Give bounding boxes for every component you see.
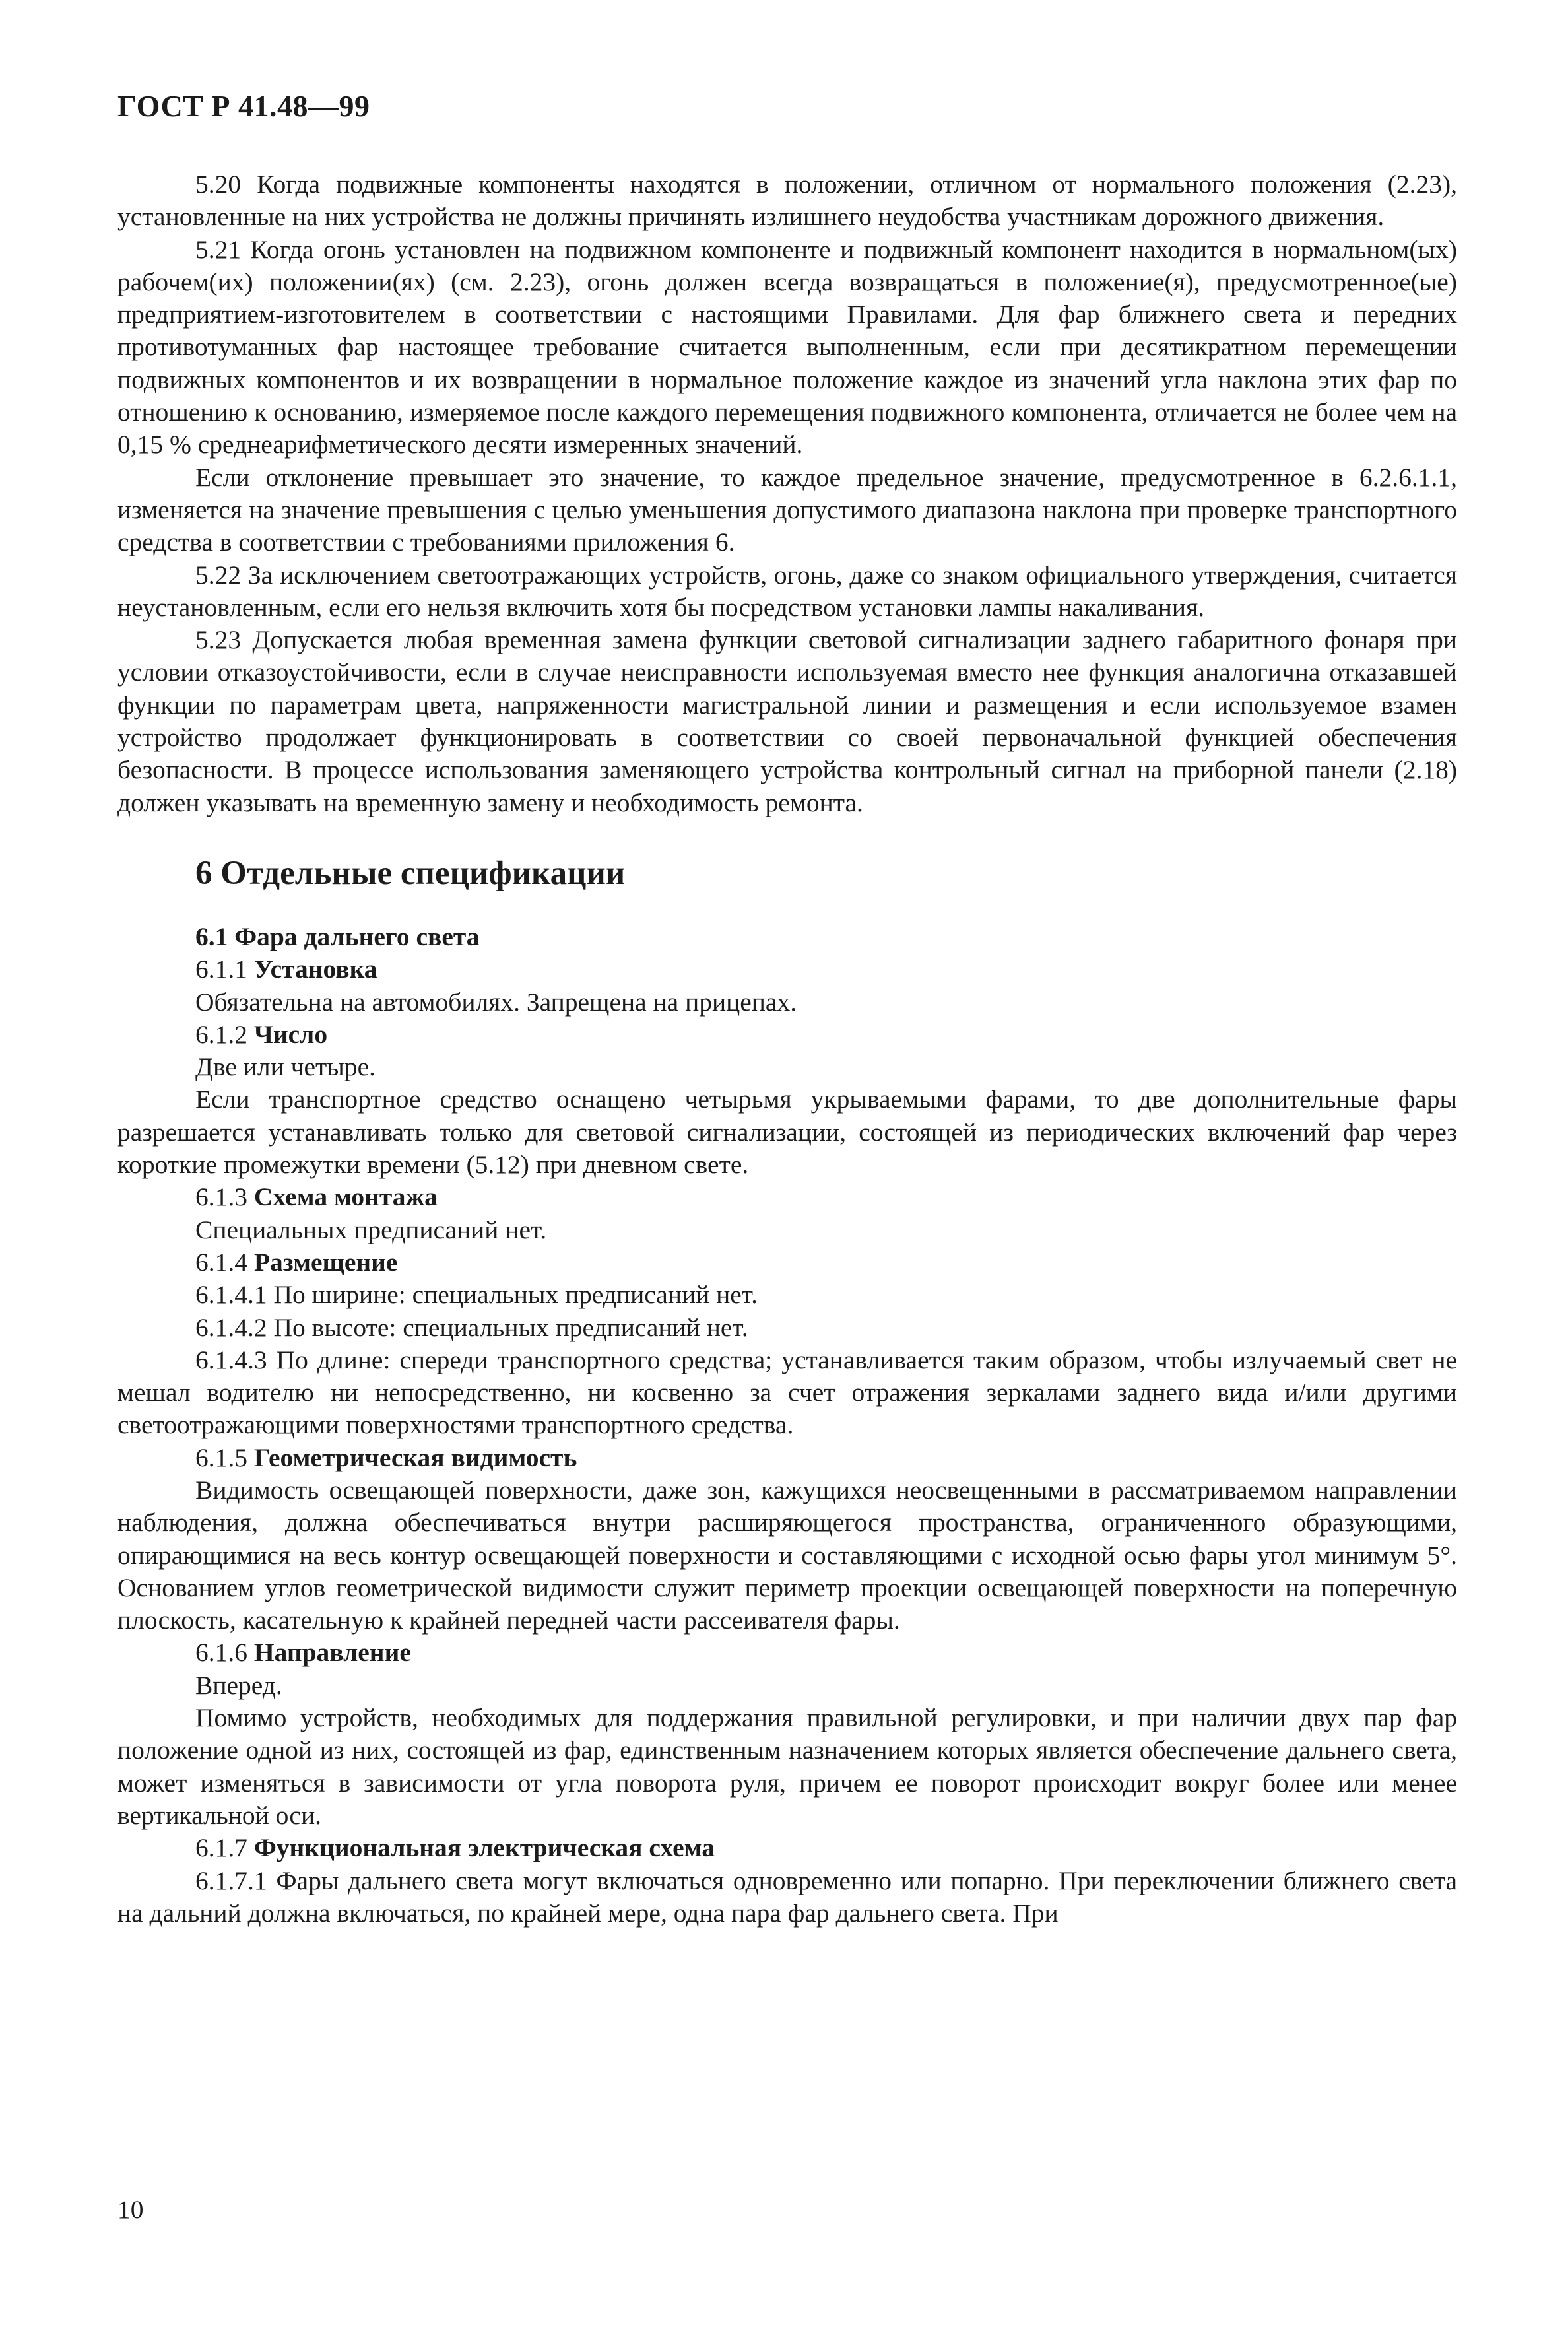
clause-6-1-7-title: Функциональная электрическая схема (253, 1833, 715, 1863)
clause-6-1-7-number: 6.1.7 (195, 1833, 247, 1863)
clause-6-1-3-heading (117, 1181, 1457, 1213)
clause-6-1-3-number: 6.1.3 (195, 1182, 247, 1212)
paragraph-5-23: 5.23 Допускается любая временная замена функции световой сигнализации заднего габаритного фонаря при условии отказоустойчивости, если в случае неисправности используемая вместо нее функция аналогична отказавшей функции по параметрам цвета, напряженности магистральной линии и размещения и если используемое взамен устройство продолжает функционировать в соответствии со своей первоначальной функцией обеспечения безопасности. В процессе использования заменяющего устройства контрольный сигнал на приборной панели (2.18) должен указывать на временную замену и необходимость ремонта. (117, 625, 1457, 817)
paragraph-5-22: 5.22 За исключением светоотражающих устройств, огонь, даже со знаком официального утверждения, считается неустановленным, если его нельзя включить хотя бы посредством установки лампы накаливания. (117, 560, 1457, 622)
clause-6-1-2-continuation: Если транспортное средство оснащено четырьмя укрываемыми фарами, то две дополнительные фары разрешается устанавливать только для световой сигнализации, состоящей из периодических включений фар через короткие промежутки времени (5.12) при дневном свете. (117, 1085, 1457, 1180)
subsection-6-1-heading (117, 921, 1457, 953)
clause-6-1-2-number: 6.1.2 (195, 1019, 247, 1049)
clause-6-1-4-3: 6.1.4.3 По длине: спереди транспортного средства; устанавливается таким образом, чтобы излучаемый свет не мешал водителю ни непосредственно, ни косвенно за счет отражения зеркалами заднего вида и/или другими светоотражающими поверхностями транспортного средства. (117, 1345, 1457, 1440)
clause-6-1-6-continuation: Помимо устройств, необходимых для поддержания правильной регулировки, и при наличии двух пар фар положение одной из них, состоящей из фар, единственным назначением которых является обеспечение дальнего света, может изменяться в зависимости от угла поворота руля, причем ее поворот происходит вокруг более или менее вертикальной оси. (117, 1703, 1457, 1830)
page-number: 10 (117, 2195, 144, 2224)
paragraph-5-21: 5.21 Когда огонь установлен на подвижном компоненте и подвижный компонент находится в нормальном(ых) рабочем(их) положении(ях) (см. 2.23), огонь должен всегда возвращаться в положение(я), предусмотренное(ые) предприятием-изготовителем в соответствии с настоящими Правилами. Для фар ближнего света и передних противотуманных фар настоящее требование считается выполненным, если при десятикратном перемещении подвижных компонентов и их возвращении в нормальное положение каждое из значений угла наклона этих фар по отношению к основанию, измеряемое после каждого перемещения подвижного компонента, отличается не более чем на 0,15 % среднеарифметического десяти измеренных значений. (117, 234, 1457, 459)
clause-6-1-4-number: 6.1.4 (195, 1247, 247, 1277)
clause-6-1-5-title: Геометрическая видимость (253, 1442, 577, 1472)
document-code-header: ГОСТ Р 41.48—99 (117, 89, 370, 123)
document-body (117, 168, 1457, 1930)
paragraph-5-21-continuation: Если отклонение превышает это значение, то каждое предельное значение, предусмотренное в 6.2.6.1.1, изменяется на значение превышения с целью уменьшения допустимого диапазона наклона при проверке транспортного средства в соответствии с требованиями приложения 6. (117, 462, 1457, 557)
clause-6-1-1-title: Установка (253, 955, 377, 984)
clause-6-1-4-2: 6.1.4.2 По высоте: специальных предписаний нет. (195, 1312, 748, 1342)
clause-6-1-1-number: 6.1.1 (195, 955, 247, 984)
clause-6-1-5-number: 6.1.5 (195, 1442, 247, 1472)
subsection-6-1-title: 6.1 Фара дальнего света (195, 922, 480, 951)
clause-6-1-7-1: 6.1.7.1 Фары дальнего света могут включаться одновременно или попарно. При переключении ближнего света на дальний должна включаться, по крайней мере, одна пара фар дальнего света. При (117, 1866, 1457, 1928)
clause-6-1-2-title: Число (253, 1019, 328, 1049)
section-6-heading: 6 Отдельные спецификации (195, 854, 626, 892)
clause-6-1-6-title: Направление (253, 1638, 411, 1668)
clause-6-1-5-text: Видимость освещающей поверхности, даже зон, кажущихся неосвещенными в рассматриваемом направлении наблюдения, должна обеспечиваться внутри расширяющегося пространства, ограниченного образующими, опирающимися на весь контур освещающей поверхности и составляющими с исходной осью фары угол минимум 5°. Основанием углов геометрической видимости служит периметр проекции освещающей поверхности на поперечную плоскость, касательную к крайней передней части рассеивателя фары. (117, 1475, 1457, 1635)
clause-6-1-2-heading (117, 1019, 1457, 1051)
clause-6-1-3-text: Специальных предписаний нет. (195, 1215, 547, 1244)
clause-6-1-6-heading (117, 1636, 1457, 1669)
clause-6-1-6-text: Вперед. (195, 1670, 282, 1700)
paragraph-5-20: 5.20 Когда подвижные компоненты находятся в положении, отличном от нормального положения (2.23), установленные на них устройства не должны причинять излишнего неудобства участникам дорожного движения. (117, 170, 1457, 232)
clause-6-1-7-heading (117, 1832, 1457, 1864)
clause-6-1-1-heading (117, 953, 1457, 986)
clause-6-1-4-1: 6.1.4.1 По ширине: специальных предписаний нет. (195, 1280, 758, 1310)
clause-6-1-1-text: Обязательна на автомобилях. Запрещена на прицепах. (195, 987, 797, 1017)
clause-6-1-5-heading (117, 1442, 1457, 1474)
clause-6-1-4-title: Размещение (253, 1247, 398, 1277)
clause-6-1-6-number: 6.1.6 (195, 1638, 247, 1668)
clause-6-1-2-text: Две или четыре. (195, 1052, 376, 1082)
clause-6-1-4-heading (117, 1246, 1457, 1279)
clause-6-1-3-title: Схема монтажа (253, 1182, 438, 1212)
